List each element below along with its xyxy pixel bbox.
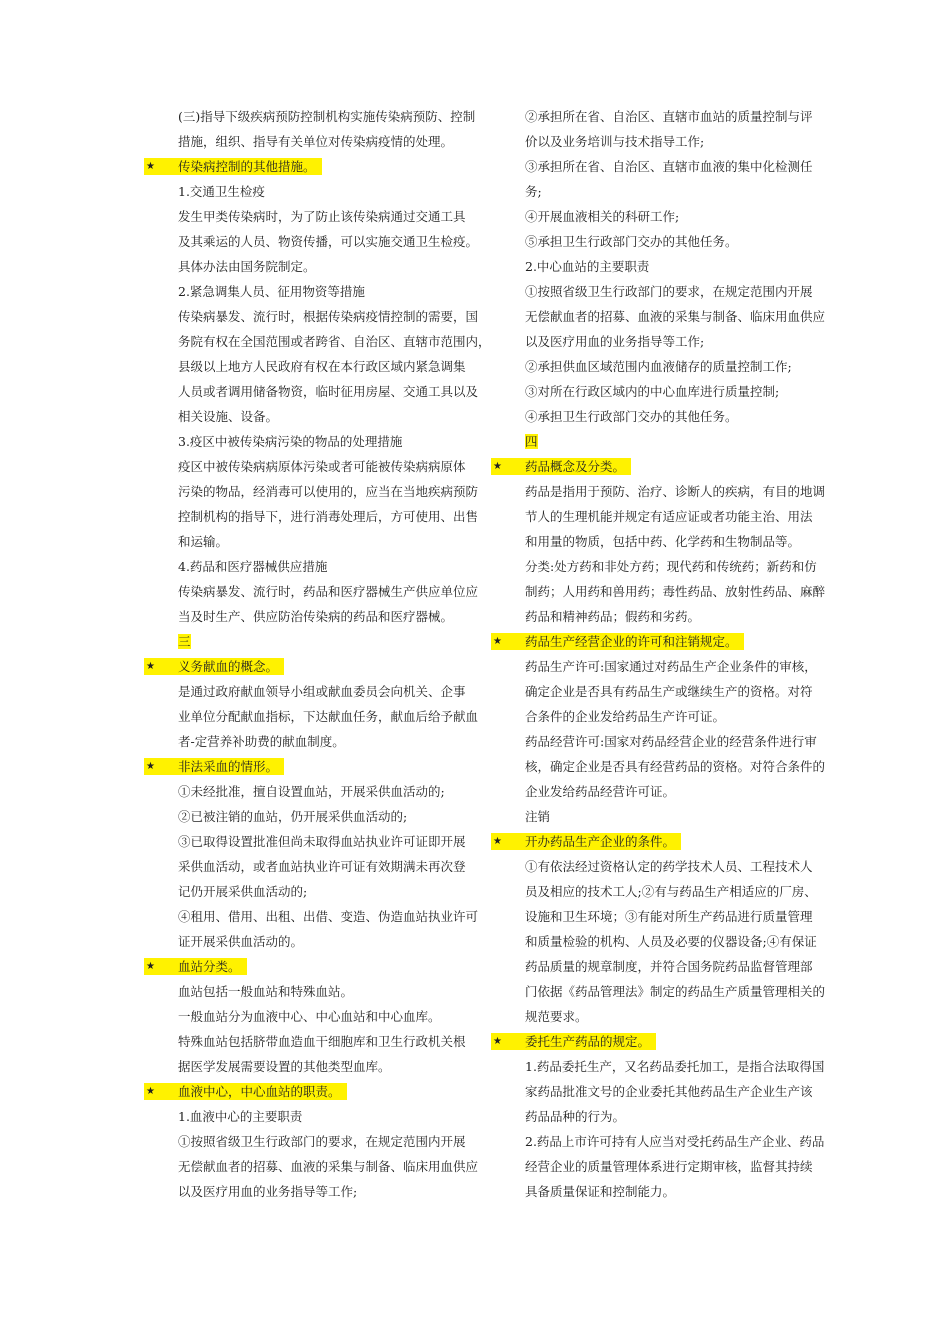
text-line: ②承担供血区域范围内血液储存的质量控制工作;: [525, 359, 792, 374]
section-heading: [146, 154, 518, 179]
text-line: 价以及业务培训与技术指导工作;: [525, 134, 705, 149]
heading-text: 血站分类。: [178, 959, 241, 974]
text-line: 2.药品上市许可持有人应当对受托药品生产企业、药品: [525, 1134, 825, 1149]
text-line: 传染病暴发、流行时，药品和医疗器械生产供应单位应: [178, 584, 479, 599]
text-line: 药品品种的行为。: [525, 1109, 626, 1124]
text-line: 节人的生理机能并规定有适应证或者功能主治、用法: [525, 509, 813, 524]
star-icon: ★: [146, 161, 155, 172]
text-line: 业单位分配献血指标，下达献血任务，献血后给予献血: [178, 709, 479, 724]
star-icon: ★: [146, 661, 155, 672]
text-line: 和运输。: [178, 534, 229, 549]
text-line: 药品是指用于预防、治疗、诊断人的疾病，有目的地调: [525, 484, 826, 499]
text-line: 企业发给药品经营许可证。: [525, 784, 676, 799]
text-line: 规范要求。: [525, 1009, 588, 1024]
text-line: 无偿献血者的招募、血液的采集与制备、临床用血供应: [178, 1159, 479, 1174]
text-line: ④开展血液相关的科研工作;: [525, 209, 680, 224]
text-line: 合条件的企业发给药品生产许可证。: [525, 709, 726, 724]
text-line: 以及医疗用血的业务指导等工作;: [525, 334, 705, 349]
text-line: ③承担所在省、自治区、直辖市血液的集中化检测任: [525, 159, 813, 174]
text-line: ①有依法经过资格认定的药学技术人员、工程技术人: [525, 859, 813, 874]
section-heading: [493, 829, 865, 854]
star-icon: ★: [493, 636, 502, 647]
text-line: ④租用、借用、出租、出借、变造、伪造血站执业许可: [178, 909, 479, 924]
text-line: 人员或者调用储备物资，临时征用房屋、交通工具以及: [178, 384, 479, 399]
section-number: [178, 629, 518, 654]
text-line: 具体办法由国务院制定。: [178, 259, 316, 274]
text-line: 制药；人用药和兽用药；毒性药品、放射性药品、麻醉: [525, 584, 826, 599]
heading-text: 药品生产经营企业的许可和注销规定。: [525, 634, 738, 649]
text-line: 无偿献血者的招募、血液的采集与制备、临床用血供应: [525, 309, 826, 324]
text-line: 一般血站分为血液中心、中心血站和中心血库。: [178, 1009, 441, 1024]
text-line: 设施和卫生环境；③有能对所生产药品进行质量管理: [525, 909, 813, 924]
text-line: 分类:处方药和非处方药；现代药和传统药；新药和仿: [525, 559, 817, 574]
left-column: [146, 104, 518, 1204]
text-line: 具备质量保证和控制能力。: [525, 1184, 676, 1199]
text-line: 记仍开展采供血活动的;: [178, 884, 308, 899]
text-line: 务院有权在全国范围或者跨省、自治区、直辖市范围内，: [178, 334, 491, 349]
text-line: 2.紧急调集人员、征用物资等措施: [178, 284, 365, 299]
text-line: ①按照省级卫生行政部门的要求，在规定范围内开展: [525, 284, 813, 299]
star-icon: ★: [146, 761, 155, 772]
star-icon: ★: [146, 961, 155, 972]
text-line: ④承担卫生行政部门交办的其他任务。: [525, 409, 738, 424]
text-line: ①按照省级卫生行政部门的要求，在规定范围内开展: [178, 1134, 466, 1149]
heading-text: 开办药品生产企业的条件。: [525, 834, 676, 849]
section-number-text: 三: [178, 634, 191, 649]
star-icon: ★: [493, 1036, 502, 1047]
right-column: [493, 104, 865, 1204]
text-line: 证开展采供血活动的。: [178, 934, 304, 949]
section-number-text: 四: [525, 434, 538, 449]
star-icon: ★: [146, 1086, 155, 1097]
text-line: 采供血活动，或者血站执业许可证有效期满未再次登: [178, 859, 466, 874]
text-line: 县级以上地方人民政府有权在本行政区域内紧急调集: [178, 359, 466, 374]
text-line: 员及相应的技术工人;②有与药品生产相适应的厂房、: [525, 884, 817, 899]
text-line: 血站包括一般血站和特殊血站。: [178, 984, 354, 999]
text-line: 污染的物品，经消毒可以使用的，应当在当地疾病预防: [178, 484, 479, 499]
text-line: 1.药品委托生产，又名药品委托加工，是指合法取得国: [525, 1059, 825, 1074]
text-line: 和质量检验的机构、人员及必要的仪器设备;④有保证: [525, 934, 817, 949]
text-line: ③已取得设置批准但尚未取得血站执业许可证即开展: [178, 834, 466, 849]
text-line: 相关设施、设备。: [178, 409, 279, 424]
text-line: 特殊血站包括脐带血造血干细胞库和卫生行政机关根: [178, 1034, 466, 1049]
text-line: 者-定营养补助费的献血制度。: [178, 734, 345, 749]
text-line: 控制机构的指导下，进行消毒处理后，方可使用、出售: [178, 509, 479, 524]
text-line: 是通过政府献血领导小组或献血委员会向机关、企事: [178, 684, 466, 699]
section-heading: [493, 454, 865, 479]
text-line: ⑤承担卫生行政部门交办的其他任务。: [525, 234, 738, 249]
section-heading: [493, 1029, 865, 1054]
section-heading: [146, 654, 518, 679]
text-line: 药品经营许可:国家对药品经营企业的经营条件进行审: [525, 734, 817, 749]
section-heading: [493, 629, 865, 654]
text-line: 1.交通卫生检疫: [178, 184, 265, 199]
text-line: 和用量的物质，包括中药、化学药和生物制品等。: [525, 534, 801, 549]
text-line: 据医学发展需要设置的其他类型血库。: [178, 1059, 391, 1074]
heading-text: 委托生产药品的规定。: [525, 1034, 651, 1049]
text-line: 发生甲类传染病时，为了防止该传染病通过交通工具: [178, 209, 466, 224]
text-line: 务;: [525, 184, 542, 199]
section-number: [525, 429, 865, 454]
heading-text: 传染病控制的其他措施。: [178, 159, 316, 174]
text-line: 门依据《药品管理法》制定的药品生产质量管理相关的: [525, 984, 826, 999]
text-line: 以及医疗用血的业务指导等工作;: [178, 1184, 358, 1199]
text-line: 传染病暴发、流行时，根据传染病疫情控制的需要，国: [178, 309, 479, 324]
text-line: 疫区中被传染病病原体污染或者可能被传染病病原体: [178, 459, 466, 474]
text-line: ③对所在行政区域内的中心血库进行质量控制;: [525, 384, 780, 399]
text-line: 经营企业的质量管理体系进行定期审核，监督其持续: [525, 1159, 813, 1174]
text-line: 注销: [525, 809, 551, 824]
heading-text: 非法采血的情形。: [178, 759, 279, 774]
text-line: 家药品批准文号的企业委托其他药品生产企业生产该: [525, 1084, 813, 1099]
heading-text: 血液中心，中心血站的职责。: [178, 1084, 341, 1099]
text-line: 当及时生产、供应防治传染病的药品和医疗器械。: [178, 609, 454, 624]
text-line: ②已被注销的血站，仍开展采供血活动的;: [178, 809, 408, 824]
section-heading: [146, 1079, 518, 1104]
text-line: 1.血液中心的主要职责: [178, 1109, 303, 1124]
text-line: ②承担所在省、自治区、直辖市血站的质量控制与评: [525, 109, 813, 124]
text-line: 4.药品和医疗器械供应措施: [178, 559, 328, 574]
text-line: (三)指导下级疾病预防控制机构实施传染病预防、控制: [178, 109, 476, 124]
text-line: 核，确定企业是否具有经营药品的资格。对符合条件的: [525, 759, 826, 774]
text-line: 药品和精神药品；假药和劣药。: [525, 609, 701, 624]
text-line: 确定企业是否具有药品生产或继续生产的资格。对符: [525, 684, 813, 699]
text-line: 3.疫区中被传染病污染的物品的处理措施: [178, 434, 403, 449]
text-line: 及其乘运的人员、物资传播，可以实施交通卫生检疫。: [178, 234, 479, 249]
heading-text: 义务献血的概念。: [178, 659, 279, 674]
section-heading: [146, 754, 518, 779]
text-line: 药品生产许可:国家通过对药品生产企业条件的审核，: [525, 659, 817, 674]
text-line: 措施，组织、指导有关单位对传染病疫情的处理。: [178, 134, 454, 149]
text-line: 2.中心血站的主要职责: [525, 259, 650, 274]
heading-text: 药品概念及分类。: [525, 459, 626, 474]
text-line: ①未经批准，擅自设置血站，开展采供血活动的;: [178, 784, 445, 799]
section-heading: [146, 954, 518, 979]
star-icon: ★: [493, 461, 502, 472]
star-icon: ★: [493, 836, 502, 847]
text-line: 药品质量的规章制度，并符合国务院药品监督管理部: [525, 959, 813, 974]
